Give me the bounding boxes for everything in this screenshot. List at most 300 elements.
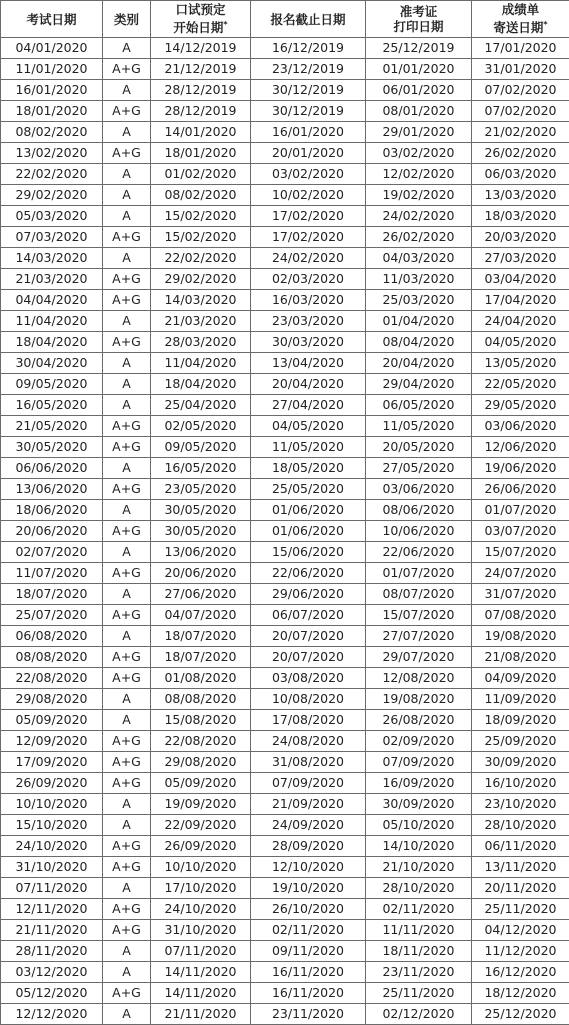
registration-deadline-cell: 27/04/2020 [251,395,366,416]
speaking-booking-start-cell: 08/08/2020 [151,689,251,710]
category-cell: A+G [103,332,151,353]
table-row [1,689,569,710]
score-report-mail-date-cell: 13/03/2020 [472,185,569,206]
score-report-mail-date-cell: 19/08/2020 [472,626,569,647]
speaking-booking-start-cell: 08/02/2020 [151,185,251,206]
speaking-booking-start-cell: 16/05/2020 [151,458,251,479]
admission-print-date-cell: 19/02/2020 [366,185,472,206]
table-row [1,983,569,1004]
admission-print-date-cell: 11/11/2020 [366,920,472,941]
registration-deadline-cell: 03/08/2020 [251,668,366,689]
table-row [1,1004,569,1025]
score-report-mail-date-cell: 21/08/2020 [472,647,569,668]
table-row [1,122,569,143]
registration-deadline-cell: 24/08/2020 [251,731,366,752]
category-cell: A+G [103,521,151,542]
registration-deadline-cell: 28/09/2020 [251,836,366,857]
speaking-booking-start-cell: 02/05/2020 [151,416,251,437]
category-cell: A [103,710,151,731]
category-cell: A [103,395,151,416]
registration-deadline-cell: 16/12/2019 [251,38,366,59]
table-row [1,836,569,857]
exam-date-cell: 25/07/2020 [1,605,103,626]
admission-print-date-cell: 25/11/2020 [366,983,472,1004]
score-report-mail-date-cell: 20/03/2020 [472,227,569,248]
registration-deadline-cell: 18/05/2020 [251,458,366,479]
exam-date-cell: 04/01/2020 [1,38,103,59]
table-row [1,941,569,962]
category-cell: A [103,941,151,962]
admission-print-date-cell: 12/02/2020 [366,164,472,185]
table-row [1,437,569,458]
speaking-booking-start-cell: 21/12/2019 [151,59,251,80]
exam-date-cell: 24/10/2020 [1,836,103,857]
admission-print-date-cell: 19/08/2020 [366,689,472,710]
admission-print-date-cell: 04/03/2020 [366,248,472,269]
speaking-booking-start-cell: 10/10/2020 [151,857,251,878]
score-report-mail-date-cell: 03/07/2020 [472,521,569,542]
category-cell: A [103,122,151,143]
exam-date-cell: 05/03/2020 [1,206,103,227]
category-cell: A [103,689,151,710]
admission-print-date-cell: 24/02/2020 [366,206,472,227]
exam-date-cell: 09/05/2020 [1,374,103,395]
exam-date-cell: 11/07/2020 [1,563,103,584]
speaking-booking-start-cell: 20/06/2020 [151,563,251,584]
header-category: 类别 [103,1,151,38]
table-row [1,500,569,521]
exam-date-cell: 29/02/2020 [1,185,103,206]
registration-deadline-cell: 30/12/2019 [251,101,366,122]
table-row [1,521,569,542]
exam-date-cell: 31/10/2020 [1,857,103,878]
table-row [1,353,569,374]
exam-date-cell: 14/03/2020 [1,248,103,269]
exam-date-cell: 10/10/2020 [1,794,103,815]
table-row [1,878,569,899]
score-report-mail-date-cell: 25/09/2020 [472,731,569,752]
admission-print-date-cell: 02/12/2020 [366,1004,472,1025]
category-cell: A+G [103,773,151,794]
admission-print-date-cell: 29/07/2020 [366,647,472,668]
admission-print-date-cell: 18/11/2020 [366,941,472,962]
category-cell: A [103,164,151,185]
score-report-mail-date-cell: 13/11/2020 [472,857,569,878]
score-report-mail-date-cell: 07/02/2020 [472,101,569,122]
registration-deadline-cell: 23/11/2020 [251,1004,366,1025]
table-row [1,542,569,563]
exam-date-cell: 21/03/2020 [1,269,103,290]
table-row [1,311,569,332]
registration-deadline-cell: 16/01/2020 [251,122,366,143]
table-row [1,794,569,815]
speaking-booking-start-cell: 13/06/2020 [151,542,251,563]
registration-deadline-cell: 10/08/2020 [251,689,366,710]
registration-deadline-cell: 15/06/2020 [251,542,366,563]
registration-deadline-cell: 20/07/2020 [251,626,366,647]
exam-date-cell: 03/12/2020 [1,962,103,983]
category-cell: A [103,584,151,605]
admission-print-date-cell: 25/03/2020 [366,290,472,311]
speaking-booking-start-cell: 30/05/2020 [151,500,251,521]
exam-date-cell: 26/09/2020 [1,773,103,794]
table-row [1,626,569,647]
speaking-booking-start-cell: 19/09/2020 [151,794,251,815]
category-cell: A+G [103,563,151,584]
speaking-booking-start-cell: 24/10/2020 [151,899,251,920]
score-report-mail-date-cell: 18/03/2020 [472,206,569,227]
registration-deadline-cell: 30/12/2019 [251,80,366,101]
admission-print-date-cell: 29/04/2020 [366,374,472,395]
exam-date-cell: 11/04/2020 [1,311,103,332]
table-row [1,248,569,269]
category-cell: A+G [103,416,151,437]
admission-print-date-cell: 26/08/2020 [366,710,472,731]
score-report-mail-date-cell: 30/09/2020 [472,752,569,773]
exam-date-cell: 08/02/2020 [1,122,103,143]
speaking-booking-start-cell: 28/12/2019 [151,101,251,122]
speaking-booking-start-cell: 18/07/2020 [151,647,251,668]
score-report-mail-date-cell: 18/12/2020 [472,983,569,1004]
admission-print-date-cell: 06/01/2020 [366,80,472,101]
category-cell: A+G [103,752,151,773]
table-row [1,647,569,668]
speaking-booking-start-cell: 18/07/2020 [151,626,251,647]
registration-deadline-cell: 21/09/2020 [251,794,366,815]
exam-date-cell: 12/12/2020 [1,1004,103,1025]
score-report-mail-date-cell: 19/06/2020 [472,458,569,479]
registration-deadline-cell: 02/03/2020 [251,269,366,290]
table-row [1,773,569,794]
speaking-booking-start-cell: 01/08/2020 [151,668,251,689]
speaking-booking-start-cell: 31/10/2020 [151,920,251,941]
admission-print-date-cell: 23/11/2020 [366,962,472,983]
registration-deadline-cell: 03/02/2020 [251,164,366,185]
registration-deadline-cell: 29/06/2020 [251,584,366,605]
registration-deadline-cell: 17/02/2020 [251,227,366,248]
category-cell: A [103,878,151,899]
admission-print-date-cell: 27/07/2020 [366,626,472,647]
registration-deadline-cell: 12/10/2020 [251,857,366,878]
admission-print-date-cell: 20/04/2020 [366,353,472,374]
admission-print-date-cell: 03/06/2020 [366,479,472,500]
admission-print-date-cell: 28/10/2020 [366,878,472,899]
table-row [1,395,569,416]
registration-deadline-cell: 01/06/2020 [251,521,366,542]
registration-deadline-cell: 20/04/2020 [251,374,366,395]
category-cell: A [103,794,151,815]
score-report-mail-date-cell: 04/05/2020 [472,332,569,353]
admission-print-date-cell: 26/02/2020 [366,227,472,248]
exam-date-cell: 20/06/2020 [1,521,103,542]
score-report-mail-date-cell: 06/03/2020 [472,164,569,185]
registration-deadline-cell: 16/11/2020 [251,962,366,983]
registration-deadline-cell: 20/01/2020 [251,143,366,164]
exam-date-cell: 16/01/2020 [1,80,103,101]
admission-print-date-cell: 14/10/2020 [366,836,472,857]
exam-date-cell: 06/06/2020 [1,458,103,479]
category-cell: A [103,80,151,101]
category-cell: A [103,962,151,983]
score-report-mail-date-cell: 23/10/2020 [472,794,569,815]
table-row [1,38,569,59]
score-report-mail-date-cell: 01/07/2020 [472,500,569,521]
table-row [1,416,569,437]
table-row [1,206,569,227]
category-cell: A+G [103,437,151,458]
table-row [1,164,569,185]
exam-date-cell: 21/05/2020 [1,416,103,437]
speaking-booking-start-cell: 22/02/2020 [151,248,251,269]
category-cell: A+G [103,479,151,500]
admission-print-date-cell: 16/09/2020 [366,773,472,794]
category-cell: A [103,542,151,563]
score-report-mail-date-cell: 04/12/2020 [472,920,569,941]
speaking-booking-start-cell: 14/12/2019 [151,38,251,59]
exam-date-cell: 17/09/2020 [1,752,103,773]
speaking-booking-start-cell: 01/02/2020 [151,164,251,185]
registration-deadline-cell: 17/08/2020 [251,710,366,731]
exam-date-cell: 11/01/2020 [1,59,103,80]
score-report-mail-date-cell: 04/09/2020 [472,668,569,689]
exam-date-cell: 22/08/2020 [1,668,103,689]
speaking-booking-start-cell: 17/10/2020 [151,878,251,899]
score-report-mail-date-cell: 26/06/2020 [472,479,569,500]
score-report-mail-date-cell: 12/06/2020 [472,437,569,458]
exam-date-cell: 28/11/2020 [1,941,103,962]
score-report-mail-date-cell: 03/04/2020 [472,269,569,290]
score-report-mail-date-cell: 31/01/2020 [472,59,569,80]
registration-deadline-cell: 13/04/2020 [251,353,366,374]
category-cell: A+G [103,290,151,311]
exam-date-cell: 08/08/2020 [1,647,103,668]
header-admission-print-date: 准考证 打印日期 [366,1,472,38]
admission-print-date-cell: 20/05/2020 [366,437,472,458]
table-row [1,815,569,836]
score-report-mail-date-cell: 20/11/2020 [472,878,569,899]
table-row [1,269,569,290]
score-report-mail-date-cell: 06/11/2020 [472,836,569,857]
score-report-mail-date-cell: 11/12/2020 [472,941,569,962]
registration-deadline-cell: 16/11/2020 [251,983,366,1004]
speaking-booking-start-cell: 05/09/2020 [151,773,251,794]
speaking-booking-start-cell: 14/01/2020 [151,122,251,143]
exam-date-cell: 18/07/2020 [1,584,103,605]
exam-date-cell: 13/06/2020 [1,479,103,500]
speaking-booking-start-cell: 07/11/2020 [151,941,251,962]
category-cell: A+G [103,857,151,878]
registration-deadline-cell: 02/11/2020 [251,920,366,941]
header-exam-date: 考试日期 [1,1,103,38]
score-report-mail-date-cell: 28/10/2020 [472,815,569,836]
exam-date-cell: 12/11/2020 [1,899,103,920]
table-row [1,227,569,248]
category-cell: A+G [103,899,151,920]
exam-date-cell: 22/02/2020 [1,164,103,185]
speaking-booking-start-cell: 29/02/2020 [151,269,251,290]
exam-date-cell: 15/10/2020 [1,815,103,836]
admission-print-date-cell: 05/10/2020 [366,815,472,836]
registration-deadline-cell: 04/05/2020 [251,416,366,437]
score-report-mail-date-cell: 17/01/2020 [472,38,569,59]
speaking-booking-start-cell: 28/12/2019 [151,80,251,101]
admission-print-date-cell: 06/05/2020 [366,395,472,416]
admission-print-date-cell: 03/02/2020 [366,143,472,164]
admission-print-date-cell: 07/09/2020 [366,752,472,773]
speaking-booking-start-cell: 15/02/2020 [151,227,251,248]
admission-print-date-cell: 10/06/2020 [366,521,472,542]
speaking-booking-start-cell: 18/04/2020 [151,374,251,395]
exam-date-cell: 05/09/2020 [1,710,103,731]
category-cell: A [103,38,151,59]
exam-date-cell: 02/07/2020 [1,542,103,563]
header-row [1,1,569,38]
score-report-mail-date-cell: 13/05/2020 [472,353,569,374]
exam-date-cell: 18/01/2020 [1,101,103,122]
category-cell: A+G [103,668,151,689]
score-report-mail-date-cell: 15/07/2020 [472,542,569,563]
category-cell: A [103,374,151,395]
speaking-booking-start-cell: 15/08/2020 [151,710,251,731]
category-cell: A+G [103,920,151,941]
exam-date-cell: 07/11/2020 [1,878,103,899]
table-row [1,101,569,122]
speaking-booking-start-cell: 25/04/2020 [151,395,251,416]
exam-date-cell: 12/09/2020 [1,731,103,752]
speaking-booking-start-cell: 29/08/2020 [151,752,251,773]
speaking-booking-start-cell: 23/05/2020 [151,479,251,500]
header-speaking-booking-start: 口试预定 开始日期* [151,1,251,38]
score-report-mail-date-cell: 11/09/2020 [472,689,569,710]
table-row [1,668,569,689]
table-row [1,731,569,752]
table-row [1,458,569,479]
table-row [1,185,569,206]
category-cell: A [103,353,151,374]
speaking-booking-start-cell: 04/07/2020 [151,605,251,626]
speaking-booking-start-cell: 27/06/2020 [151,584,251,605]
admission-print-date-cell: 02/09/2020 [366,731,472,752]
exam-date-cell: 21/11/2020 [1,920,103,941]
registration-deadline-cell: 23/03/2020 [251,311,366,332]
exam-date-cell: 18/04/2020 [1,332,103,353]
registration-deadline-cell: 10/02/2020 [251,185,366,206]
table-row [1,710,569,731]
exam-date-cell: 07/03/2020 [1,227,103,248]
category-cell: A [103,206,151,227]
speaking-booking-start-cell: 22/08/2020 [151,731,251,752]
table-row [1,479,569,500]
speaking-booking-start-cell: 21/03/2020 [151,311,251,332]
exam-date-cell: 05/12/2020 [1,983,103,1004]
exam-date-cell: 16/05/2020 [1,395,103,416]
registration-deadline-cell: 31/08/2020 [251,752,366,773]
score-report-mail-date-cell: 03/06/2020 [472,416,569,437]
table-row [1,290,569,311]
score-report-mail-date-cell: 25/12/2020 [472,1004,569,1025]
speaking-booking-start-cell: 21/11/2020 [151,1004,251,1025]
table-row [1,584,569,605]
score-report-mail-date-cell: 21/02/2020 [472,122,569,143]
category-cell: A+G [103,59,151,80]
registration-deadline-cell: 19/10/2020 [251,878,366,899]
speaking-booking-start-cell: 22/09/2020 [151,815,251,836]
category-cell: A+G [103,605,151,626]
category-cell: A [103,458,151,479]
registration-deadline-cell: 26/10/2020 [251,899,366,920]
admission-print-date-cell: 29/01/2020 [366,122,472,143]
score-report-mail-date-cell: 25/11/2020 [472,899,569,920]
exam-date-cell: 29/08/2020 [1,689,103,710]
admission-print-date-cell: 27/05/2020 [366,458,472,479]
header-registration-deadline: 报名截止日期 [251,1,366,38]
table-row [1,59,569,80]
speaking-booking-start-cell: 14/11/2020 [151,962,251,983]
admission-print-date-cell: 01/04/2020 [366,311,472,332]
table-row [1,563,569,584]
table-row [1,332,569,353]
registration-deadline-cell: 17/02/2020 [251,206,366,227]
registration-deadline-cell: 20/07/2020 [251,647,366,668]
score-report-mail-date-cell: 24/04/2020 [472,311,569,332]
category-cell: A [103,500,151,521]
exam-date-cell: 30/05/2020 [1,437,103,458]
category-cell: A+G [103,101,151,122]
admission-print-date-cell: 02/11/2020 [366,899,472,920]
registration-deadline-cell: 24/02/2020 [251,248,366,269]
score-report-mail-date-cell: 16/10/2020 [472,773,569,794]
category-cell: A+G [103,647,151,668]
admission-print-date-cell: 11/05/2020 [366,416,472,437]
speaking-booking-start-cell: 28/03/2020 [151,332,251,353]
speaking-booking-start-cell: 14/03/2020 [151,290,251,311]
registration-deadline-cell: 24/09/2020 [251,815,366,836]
category-cell: A+G [103,983,151,1004]
category-cell: A [103,248,151,269]
category-cell: A+G [103,143,151,164]
registration-deadline-cell: 16/03/2020 [251,290,366,311]
registration-deadline-cell: 22/06/2020 [251,563,366,584]
registration-deadline-cell: 07/09/2020 [251,773,366,794]
score-report-mail-date-cell: 22/05/2020 [472,374,569,395]
category-cell: A [103,1004,151,1025]
speaking-booking-start-cell: 14/11/2020 [151,983,251,1004]
score-report-mail-date-cell: 27/03/2020 [472,248,569,269]
score-report-mail-date-cell: 24/07/2020 [472,563,569,584]
exam-date-cell: 04/04/2020 [1,290,103,311]
admission-print-date-cell: 11/03/2020 [366,269,472,290]
score-report-mail-date-cell: 18/09/2020 [472,710,569,731]
registration-deadline-cell: 23/12/2019 [251,59,366,80]
speaking-booking-start-cell: 11/04/2020 [151,353,251,374]
category-cell: A [103,185,151,206]
score-report-mail-date-cell: 17/04/2020 [472,290,569,311]
table-row [1,752,569,773]
admission-print-date-cell: 15/07/2020 [366,605,472,626]
category-cell: A [103,311,151,332]
exam-date-cell: 18/06/2020 [1,500,103,521]
admission-print-date-cell: 30/09/2020 [366,794,472,815]
table-row [1,605,569,626]
speaking-booking-start-cell: 18/01/2020 [151,143,251,164]
score-report-mail-date-cell: 07/02/2020 [472,80,569,101]
admission-print-date-cell: 08/07/2020 [366,584,472,605]
exam-date-cell: 06/08/2020 [1,626,103,647]
speaking-booking-start-cell: 26/09/2020 [151,836,251,857]
speaking-booking-start-cell: 09/05/2020 [151,437,251,458]
speaking-booking-start-cell: 15/02/2020 [151,206,251,227]
registration-deadline-cell: 01/06/2020 [251,500,366,521]
